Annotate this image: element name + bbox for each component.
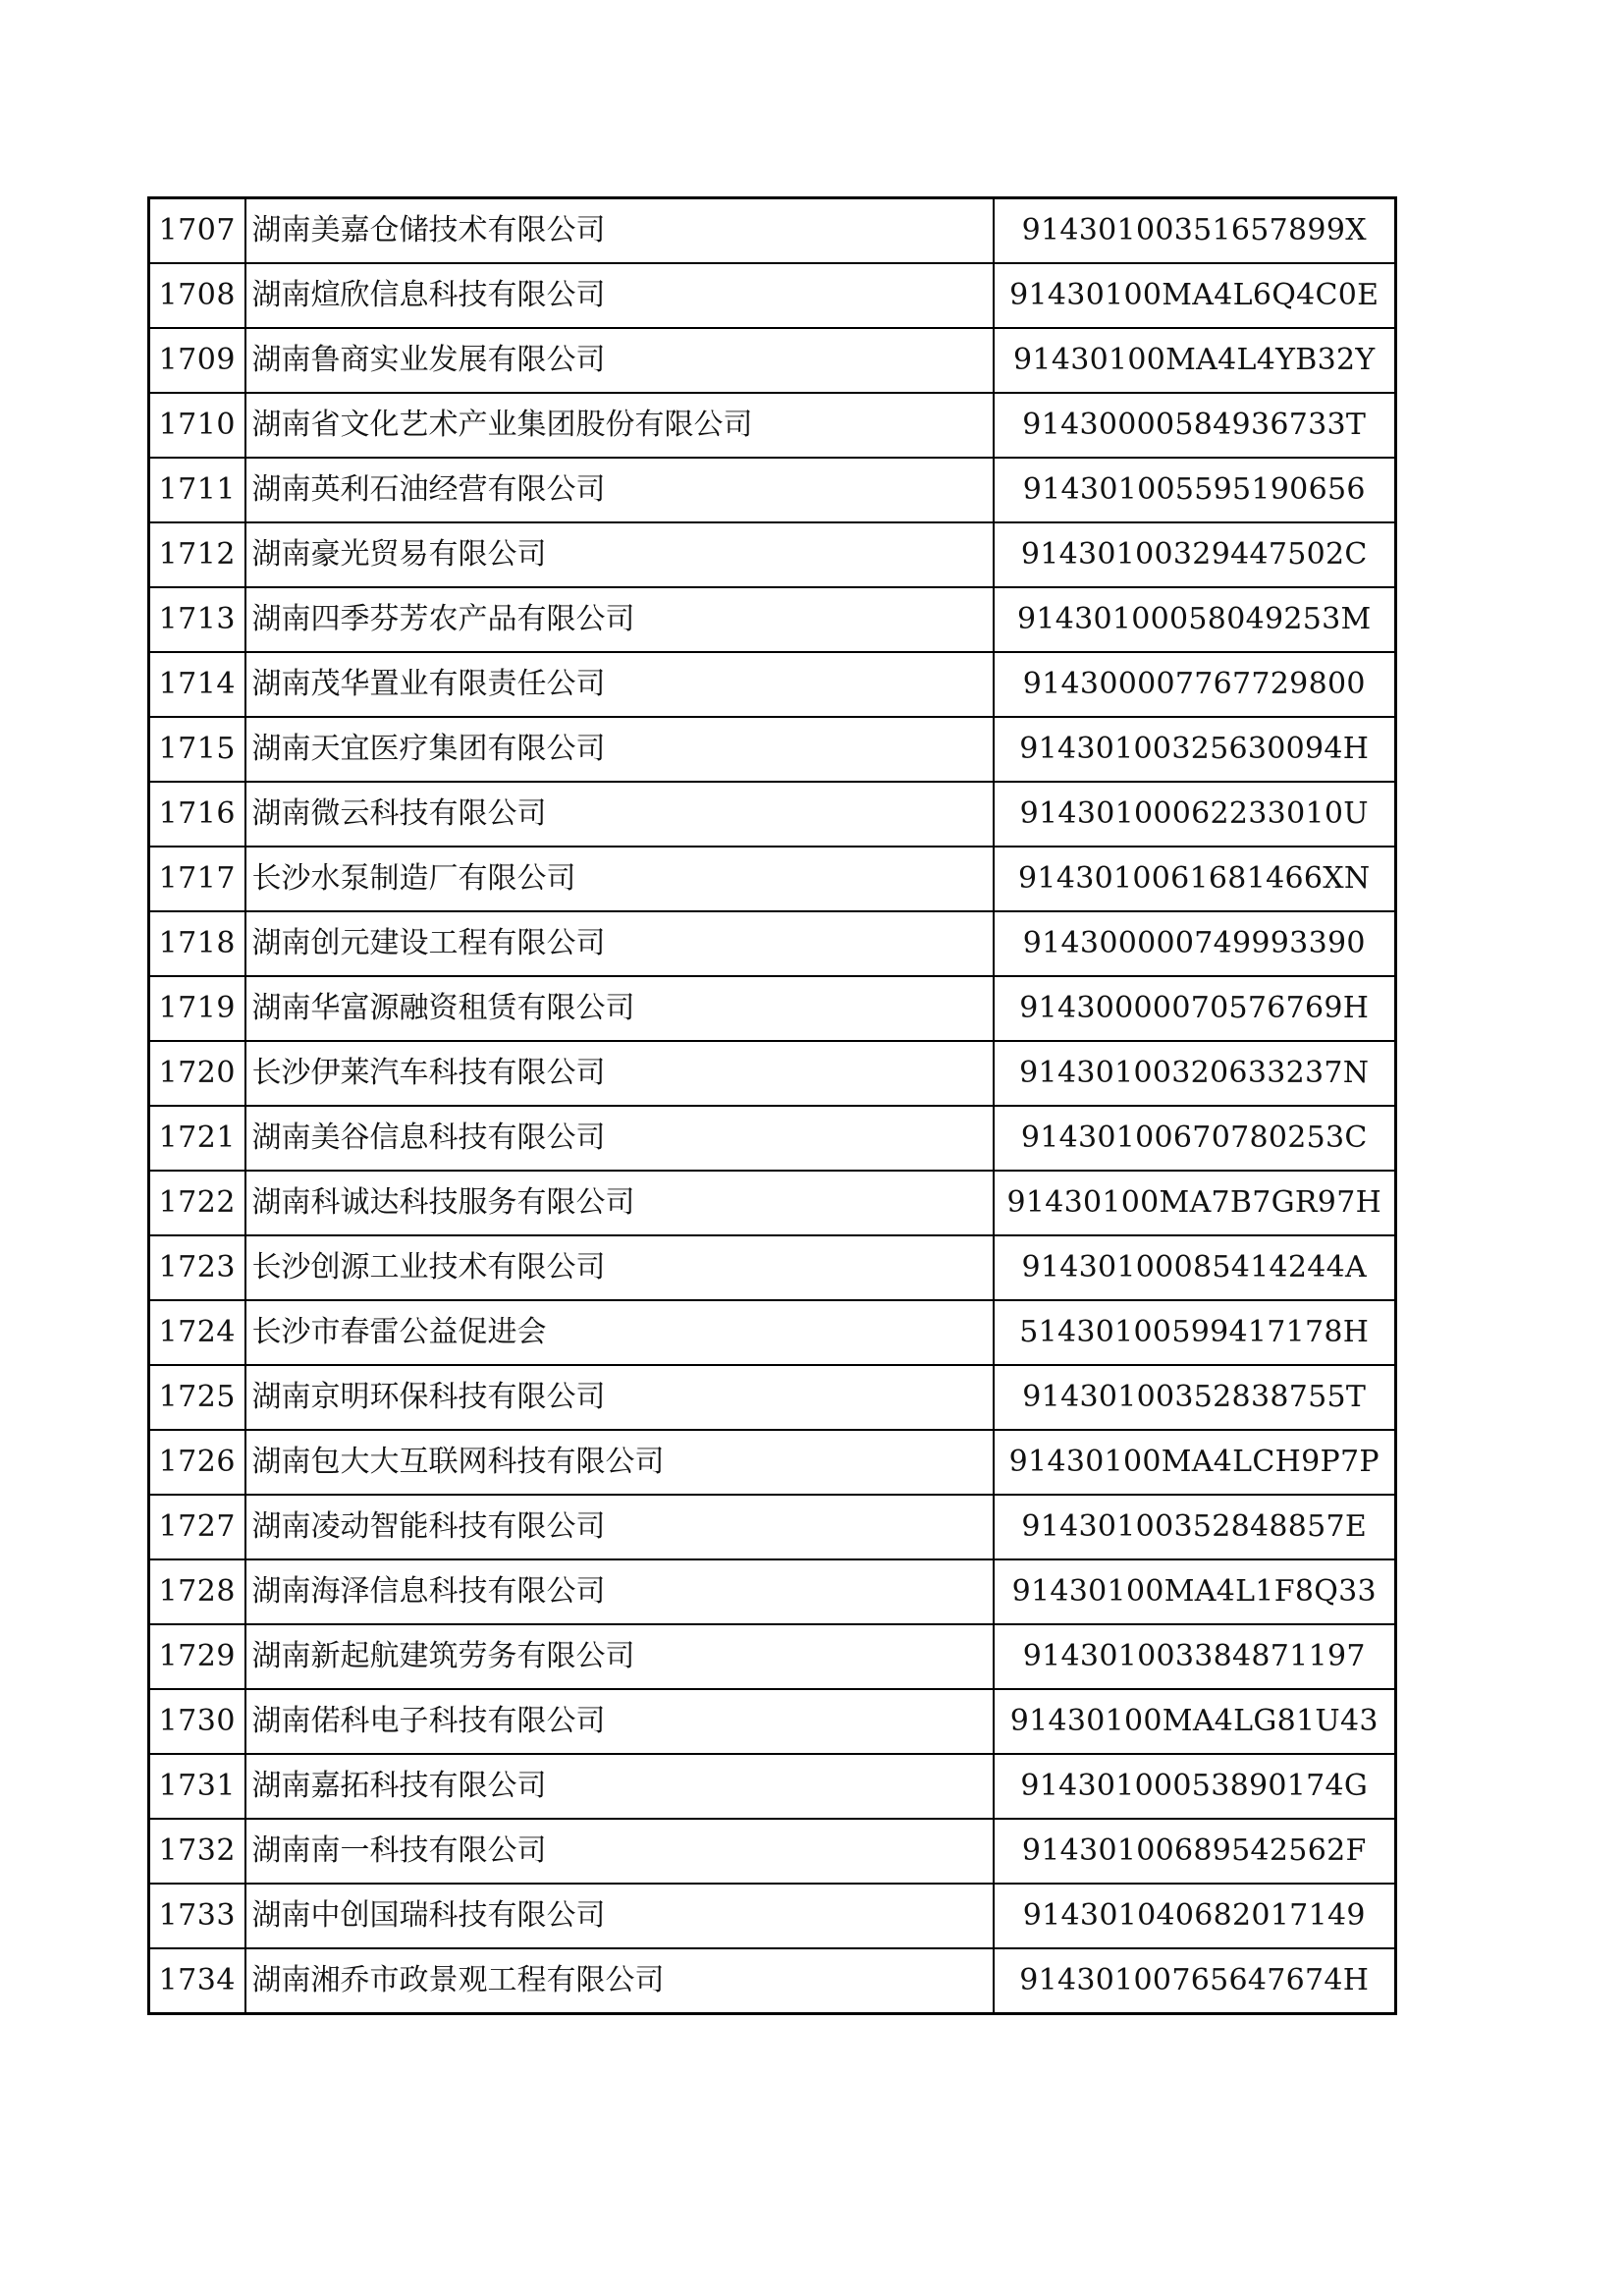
table-row [149,1495,1396,1559]
serial-number-cell: 1708 [149,263,245,328]
credit-code-cell: 91430100MA4L6Q4C0E [994,263,1396,328]
company-registry-table [147,196,1397,2015]
serial-number-cell: 1721 [149,1106,245,1171]
credit-code-cell: 914300000749993390 [994,911,1396,976]
company-name-cell: 湖南省文化艺术产业集团股份有限公司 [245,393,994,458]
credit-code-cell: 91430100MA7B7GR97H [994,1171,1396,1235]
serial-number-cell: 1728 [149,1559,245,1624]
table-row [149,587,1396,652]
company-name-cell: 湖南偌科电子科技有限公司 [245,1689,994,1754]
credit-code-cell: 91430100MA4LG81U43 [994,1689,1396,1754]
credit-code-cell: 91430100329447502C [994,522,1396,587]
serial-number-cell: 1724 [149,1300,245,1365]
credit-code-cell: 91430100352848857E [994,1495,1396,1559]
table-row [149,522,1396,587]
credit-code-cell: 51430100599417178H [994,1300,1396,1365]
serial-number-cell: 1723 [149,1235,245,1300]
credit-code-cell: 9143010061681466XN [994,847,1396,911]
company-name-cell: 湖南煊欣信息科技有限公司 [245,263,994,328]
serial-number-cell: 1734 [149,1948,245,2014]
table-row [149,847,1396,911]
table-row [149,1559,1396,1624]
serial-number-cell: 1716 [149,782,245,847]
table-row [149,911,1396,976]
credit-code-cell: 91430100MA4L4YB32Y [994,328,1396,393]
table-row [149,1365,1396,1430]
table-row [149,328,1396,393]
serial-number-cell: 1718 [149,911,245,976]
credit-code-cell: 91430100MA4LCH9P7P [994,1430,1396,1495]
company-name-cell: 湖南鲁商实业发展有限公司 [245,328,994,393]
table-row [149,1819,1396,1884]
credit-code-cell: 91430100351657899X [994,198,1396,264]
company-name-cell: 湖南凌动智能科技有限公司 [245,1495,994,1559]
table-row [149,1235,1396,1300]
credit-code-cell: 91430100085414244A [994,1235,1396,1300]
credit-code-cell: 91430100325630094H [994,717,1396,782]
table-row [149,1106,1396,1171]
credit-code-cell: 91430100689542562F [994,1819,1396,1884]
company-name-cell: 湖南创元建设工程有限公司 [245,911,994,976]
company-name-cell: 湖南天宜医疗集团有限公司 [245,717,994,782]
serial-number-cell: 1709 [149,328,245,393]
serial-number-cell: 1725 [149,1365,245,1430]
serial-number-cell: 1726 [149,1430,245,1495]
table-row [149,1171,1396,1235]
serial-number-cell: 1730 [149,1689,245,1754]
credit-code-cell: 91430000070576769H [994,976,1396,1041]
serial-number-cell: 1711 [149,458,245,522]
table-row [149,1041,1396,1106]
table-row [149,1624,1396,1689]
company-name-cell: 湖南包大大互联网科技有限公司 [245,1430,994,1495]
company-name-cell: 长沙水泵制造厂有限公司 [245,847,994,911]
company-name-cell: 长沙市春雷公益促进会 [245,1300,994,1365]
company-name-cell: 长沙创源工业技术有限公司 [245,1235,994,1300]
serial-number-cell: 1729 [149,1624,245,1689]
credit-code-cell: 91430100062233010U [994,782,1396,847]
company-name-cell: 湖南科诚达科技服务有限公司 [245,1171,994,1235]
company-name-cell: 湖南美嘉仓储技术有限公司 [245,198,994,264]
table-row [149,263,1396,328]
company-name-cell: 湖南华富源融资租赁有限公司 [245,976,994,1041]
table-row [149,1430,1396,1495]
credit-code-cell: 91430100765647674H [994,1948,1396,2014]
table-row [149,1689,1396,1754]
company-name-cell: 湖南美谷信息科技有限公司 [245,1106,994,1171]
table-row [149,1948,1396,2014]
credit-code-cell: 914301003384871197 [994,1624,1396,1689]
company-name-cell: 湖南南一科技有限公司 [245,1819,994,1884]
serial-number-cell: 1732 [149,1819,245,1884]
table-row [149,198,1396,264]
credit-code-cell: 914301040682017149 [994,1884,1396,1948]
credit-code-cell: 91430100053890174G [994,1754,1396,1819]
table-row [149,717,1396,782]
serial-number-cell: 1719 [149,976,245,1041]
serial-number-cell: 1731 [149,1754,245,1819]
credit-code-cell: 914301005595190656 [994,458,1396,522]
company-name-cell: 湖南嘉拓科技有限公司 [245,1754,994,1819]
table-row [149,782,1396,847]
serial-number-cell: 1717 [149,847,245,911]
company-name-cell: 湖南中创国瑞科技有限公司 [245,1884,994,1948]
serial-number-cell: 1733 [149,1884,245,1948]
company-name-cell: 湖南京明环保科技有限公司 [245,1365,994,1430]
company-name-cell: 湖南茂华置业有限责任公司 [245,652,994,717]
table-row [149,1300,1396,1365]
credit-code-cell: 91430100320633237N [994,1041,1396,1106]
table-row [149,652,1396,717]
serial-number-cell: 1710 [149,393,245,458]
table-row [149,393,1396,458]
table-row [149,1884,1396,1948]
serial-number-cell: 1720 [149,1041,245,1106]
company-name-cell: 湖南湘乔市政景观工程有限公司 [245,1948,994,2014]
company-name-cell: 湖南英利石油经营有限公司 [245,458,994,522]
company-name-cell: 湖南新起航建筑劳务有限公司 [245,1624,994,1689]
credit-code-cell: 91430000584936733T [994,393,1396,458]
table-row [149,1754,1396,1819]
credit-code-cell: 91430100352838755T [994,1365,1396,1430]
credit-code-cell: 91430100058049253M [994,587,1396,652]
serial-number-cell: 1715 [149,717,245,782]
company-name-cell: 长沙伊莱汽车科技有限公司 [245,1041,994,1106]
serial-number-cell: 1714 [149,652,245,717]
company-name-cell: 湖南豪光贸易有限公司 [245,522,994,587]
credit-code-cell: 91430100MA4L1F8Q33 [994,1559,1396,1624]
serial-number-cell: 1713 [149,587,245,652]
serial-number-cell: 1722 [149,1171,245,1235]
table-row [149,976,1396,1041]
credit-code-cell: 914300007767729800 [994,652,1396,717]
table-body [149,198,1396,2014]
serial-number-cell: 1727 [149,1495,245,1559]
credit-code-cell: 91430100670780253C [994,1106,1396,1171]
company-name-cell: 湖南四季芬芳农产品有限公司 [245,587,994,652]
serial-number-cell: 1707 [149,198,245,264]
company-name-cell: 湖南海泽信息科技有限公司 [245,1559,994,1624]
serial-number-cell: 1712 [149,522,245,587]
company-name-cell: 湖南微云科技有限公司 [245,782,994,847]
table-row [149,458,1396,522]
